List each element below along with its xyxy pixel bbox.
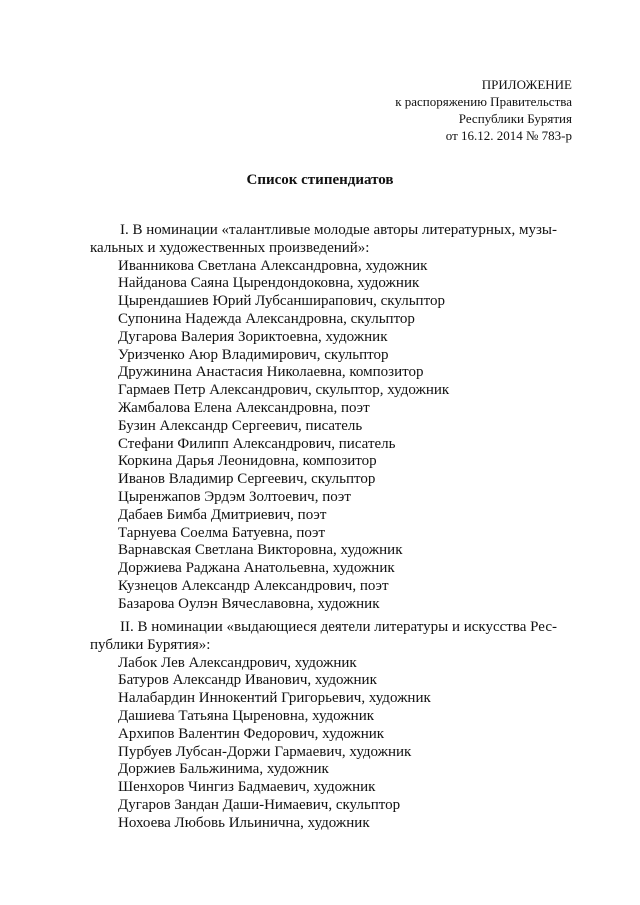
list-item: Нохоева Любовь Ильинична, художник	[118, 814, 370, 831]
list-item: Шенхоров Чингиз Бадмаевич, художник	[118, 779, 376, 796]
list-item: Базарова Оулэн Вячеславовна, художник	[118, 595, 380, 612]
list-item: Иванникова Светлана Александровна, художник	[118, 257, 428, 274]
nomination-intro-line-2: публики Бурятия»:	[90, 636, 211, 653]
appendix-line-2: Республики Бурятия	[458, 111, 572, 126]
nomination-intro-line-1: I. В номинации «талантливые молодые авторы литературных, музы-	[120, 222, 557, 238]
appendix-line-3: от 16.12. 2014 № 783-р	[445, 128, 572, 143]
list-item: Супонина Надежда Александровна, скульптор	[118, 310, 415, 327]
list-item: Цырендашиев Юрий Лубсанширапович, скульптор	[118, 293, 445, 310]
appendix-header	[395, 76, 572, 144]
list-item: Жамбалова Елена Александровна, поэт	[118, 399, 370, 416]
list-item: Пурбуев Лубсан-Доржи Гармаевич, художник	[118, 743, 412, 760]
list-item: Бузин Александр Сергеевич, писатель	[118, 417, 363, 434]
list-item: Дружинина Анастасия Николаевна, композитор	[118, 364, 424, 381]
list-item: Уризченко Аюр Владимирович, скульптор	[118, 346, 389, 363]
list-item: Лабок Лев Александрович, художник	[118, 654, 357, 671]
list-item: Цыренжапов Эрдэм Золтоевич, поэт	[118, 488, 351, 505]
list-item: Найданова Саяна Цырендондоковна, художник	[118, 275, 420, 292]
list-item: Варнавская Светлана Викторовна, художник	[118, 542, 403, 559]
stipend-list-2	[118, 655, 573, 833]
list-item: Доржиева Раджана Анатольевна, художник	[118, 560, 395, 577]
appendix-line-1: к распоряжению Правительства	[395, 94, 572, 109]
nomination-section-2	[90, 619, 573, 833]
list-item: Коркина Дарья Леонидовна, композитор	[118, 453, 377, 470]
list-item: Гармаев Петр Александрович, скульптор, художник	[118, 382, 450, 399]
list-item: Дашиева Татьяна Цыреновна, художник	[118, 707, 375, 724]
nomination-intro-line-1: II. В номинации «выдающиеся деятели литературы и искусства Рес-	[120, 619, 557, 635]
list-item: Дабаев Бимба Дмитриевич, поэт	[118, 506, 327, 523]
list-item: Тарнуева Соелма Батуевна, поэт	[118, 524, 326, 541]
list-item: Батуров Александр Иванович, художник	[118, 672, 377, 689]
list-item: Дугаров Зандан Даши-Нимаевич, скульптор	[118, 796, 401, 813]
list-item: Дугарова Валерия Зориктоевна, художник	[118, 328, 388, 345]
nomination-intro-line-2: кальных и художественных произведений»:	[90, 239, 370, 256]
nomination-section-1	[90, 222, 573, 614]
appendix-heading: ПРИЛОЖЕНИЕ	[481, 77, 572, 92]
list-item: Кузнецов Александр Александрович, поэт	[118, 577, 389, 594]
list-item: Стефани Филипп Александрович, писатель	[118, 435, 396, 452]
stipend-list-1	[118, 258, 573, 614]
list-item: Доржиев Бальжинима, художник	[118, 761, 329, 778]
list-item: Архипов Валентин Федорович, художник	[118, 725, 385, 742]
document-title: Список стипендиатов	[246, 172, 394, 188]
list-item: Налабардин Иннокентий Григорьевич, художник	[118, 690, 431, 707]
list-item: Иванов Владимир Сергеевич, скульптор	[118, 471, 376, 488]
